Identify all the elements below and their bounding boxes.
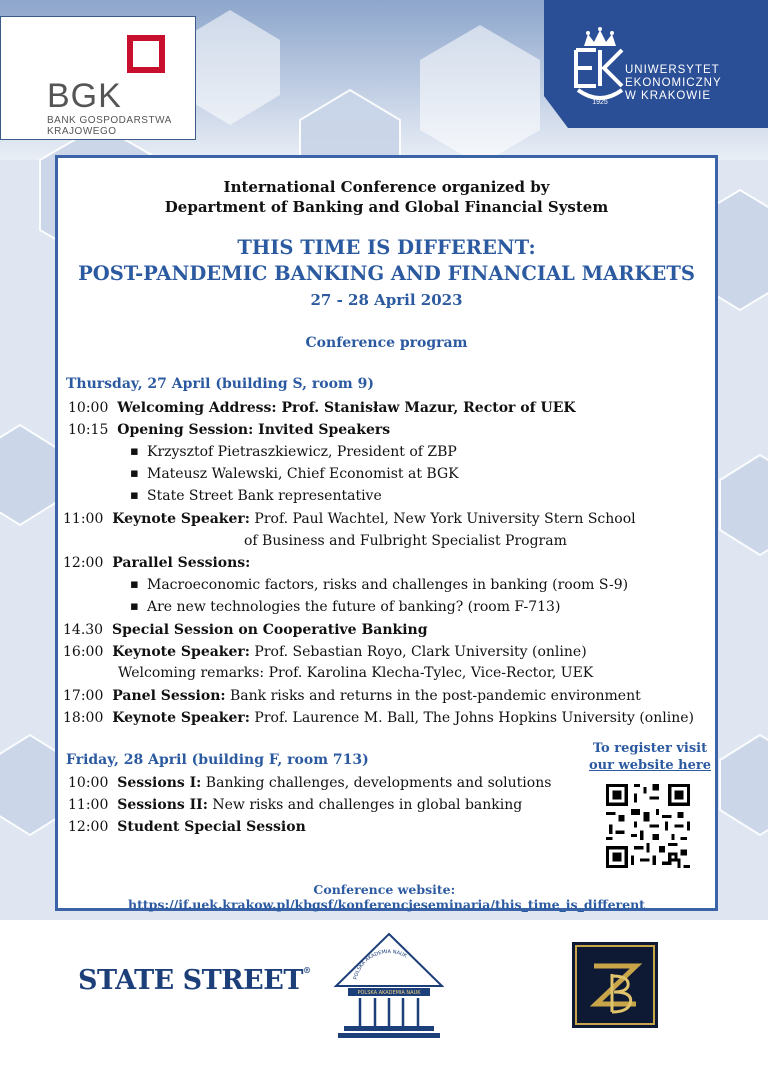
svg-text:POLSKA AKADEMIA NAUK: POLSKA AKADEMIA NAUK xyxy=(352,948,408,981)
state-street-logo xyxy=(78,965,310,996)
pab-academy-logo xyxy=(330,932,448,1044)
uek-name-line3: W KRAKOWIE xyxy=(625,90,712,102)
agenda-detail: Prof. Laurence M. Ball, The Johns Hopkins University (online) xyxy=(249,710,694,726)
agenda-row xyxy=(63,555,250,571)
uek-logo-name xyxy=(625,64,722,103)
bgk-square-mark xyxy=(127,35,165,73)
state-street-text: STATE STREET xyxy=(78,965,303,996)
agenda-title: Keynote Speaker: xyxy=(112,644,250,660)
agenda-time: 10:00 xyxy=(68,400,109,416)
agenda-title: Welcoming Address: Prof. Stanisław Mazur, Rector of UEK xyxy=(117,400,576,416)
agenda-continuation: of Business and Fulbright Specialist Program xyxy=(244,533,567,549)
agenda-detail: Banking challenges, developments and solutions xyxy=(201,775,552,791)
agenda-row xyxy=(63,688,641,704)
program-label: Conference program xyxy=(305,335,468,351)
day1-heading: Thursday, 27 April (building S, room 9) xyxy=(66,376,374,392)
agenda-time: 12:00 xyxy=(63,555,104,571)
agenda-time: 10:15 xyxy=(68,422,109,438)
agenda-row xyxy=(63,622,428,638)
uek-year: 1925 xyxy=(592,99,608,106)
bgk-logo-name xyxy=(47,115,172,137)
uek-name-line2: EKONOMICZNY xyxy=(625,77,722,89)
registered-mark: ® xyxy=(302,965,311,975)
agenda-row xyxy=(63,511,636,527)
title-line2: POST-PANDEMIC BANKING AND FINANCIAL MARKETS xyxy=(78,262,695,285)
agenda-row xyxy=(68,400,576,416)
agenda-time: 11:00 xyxy=(68,797,109,813)
bgk-logo xyxy=(0,16,196,140)
agenda-row xyxy=(68,797,522,813)
agenda-time: 17:00 xyxy=(63,688,104,704)
agenda-title: Sessions II: xyxy=(117,797,208,813)
qr-code-icon[interactable] xyxy=(603,781,693,871)
uek-name-line1: UNIWERSYTET xyxy=(625,64,720,76)
agenda-title: Opening Session: Invited Speakers xyxy=(117,422,391,438)
register-text: To register visit xyxy=(592,741,708,756)
agenda-detail: Bank risks and returns in the post-pandemic environment xyxy=(225,688,641,704)
bullet-item: ▪ Mateusz Walewski, Chief Economist at BGK xyxy=(147,466,459,482)
agenda-title: Special Session on Cooperative Banking xyxy=(112,622,428,638)
website-label: Conference website: xyxy=(313,882,456,897)
agenda-title: Keynote Speaker: xyxy=(112,511,250,527)
bz-monogram-logo xyxy=(572,942,658,1028)
agenda-time: 18:00 xyxy=(63,710,104,726)
agenda-row xyxy=(68,422,390,438)
agenda-title: Panel Session: xyxy=(112,688,226,704)
welcoming-remarks: Welcoming remarks: Prof. Karolina Klecha-Tylec, Vice-Rector, UEK xyxy=(118,665,594,681)
title-line1: THIS TIME IS DIFFERENT: xyxy=(237,236,536,259)
intro-line2: Department of Banking and Global Financial System xyxy=(164,198,609,216)
agenda-detail: New risks and challenges in global banking xyxy=(207,797,523,813)
agenda-title: Sessions I: xyxy=(117,775,202,791)
agenda-time: 11:00 xyxy=(63,511,104,527)
agenda-detail: Prof. Paul Wachtel, New York University Stern School xyxy=(249,511,636,527)
svg-text:POLSKA AKADEMIA NAUK: POLSKA AKADEMIA NAUK xyxy=(357,990,421,996)
program-panel xyxy=(55,155,718,911)
conference-website xyxy=(58,882,715,912)
conference-dates: 27 - 28 April 2023 xyxy=(310,291,463,309)
agenda-title: Student Special Session xyxy=(117,819,306,835)
bullet-item: ▪ Macroeconomic factors, risks and challenges in banking (room S-9) xyxy=(147,577,628,593)
agenda-row xyxy=(68,775,551,791)
bgk-name-line1: BANK GOSPODARSTWA xyxy=(47,115,172,126)
agenda-row xyxy=(63,710,694,726)
agenda-time: 14.30 xyxy=(63,622,104,638)
bullet-item: ▪ Krzysztof Pietraszkiewicz, President of ZBP xyxy=(147,444,457,460)
bullet-item: ▪ State Street Bank representative xyxy=(147,488,382,504)
agenda-row xyxy=(68,819,306,835)
website-url[interactable]: https://if.uek.krakow.pl/kbgsf/konferencjeseminaria/this_time_is_different xyxy=(128,897,645,912)
register-link[interactable]: our website here xyxy=(589,758,711,773)
agenda-title: Parallel Sessions: xyxy=(112,555,251,571)
agenda-title: Keynote Speaker: xyxy=(112,710,250,726)
agenda-row xyxy=(63,644,587,660)
bullet-item: ▪ Are new technologies the future of banking? (room F-713) xyxy=(147,599,560,615)
register-box xyxy=(586,740,714,774)
bgk-logo-letters: BGK xyxy=(47,77,122,115)
agenda-time: 12:00 xyxy=(68,819,109,835)
day2-heading: Friday, 28 April (building F, room 713) xyxy=(66,752,369,768)
agenda-time: 16:00 xyxy=(63,644,104,660)
agenda-time: 10:00 xyxy=(68,775,109,791)
bgk-name-line2: KRAJOWEGO xyxy=(47,126,117,137)
agenda-detail: Prof. Sebastian Royo, Clark University (online) xyxy=(249,644,587,660)
intro-line1: International Conference organized by xyxy=(223,178,550,196)
